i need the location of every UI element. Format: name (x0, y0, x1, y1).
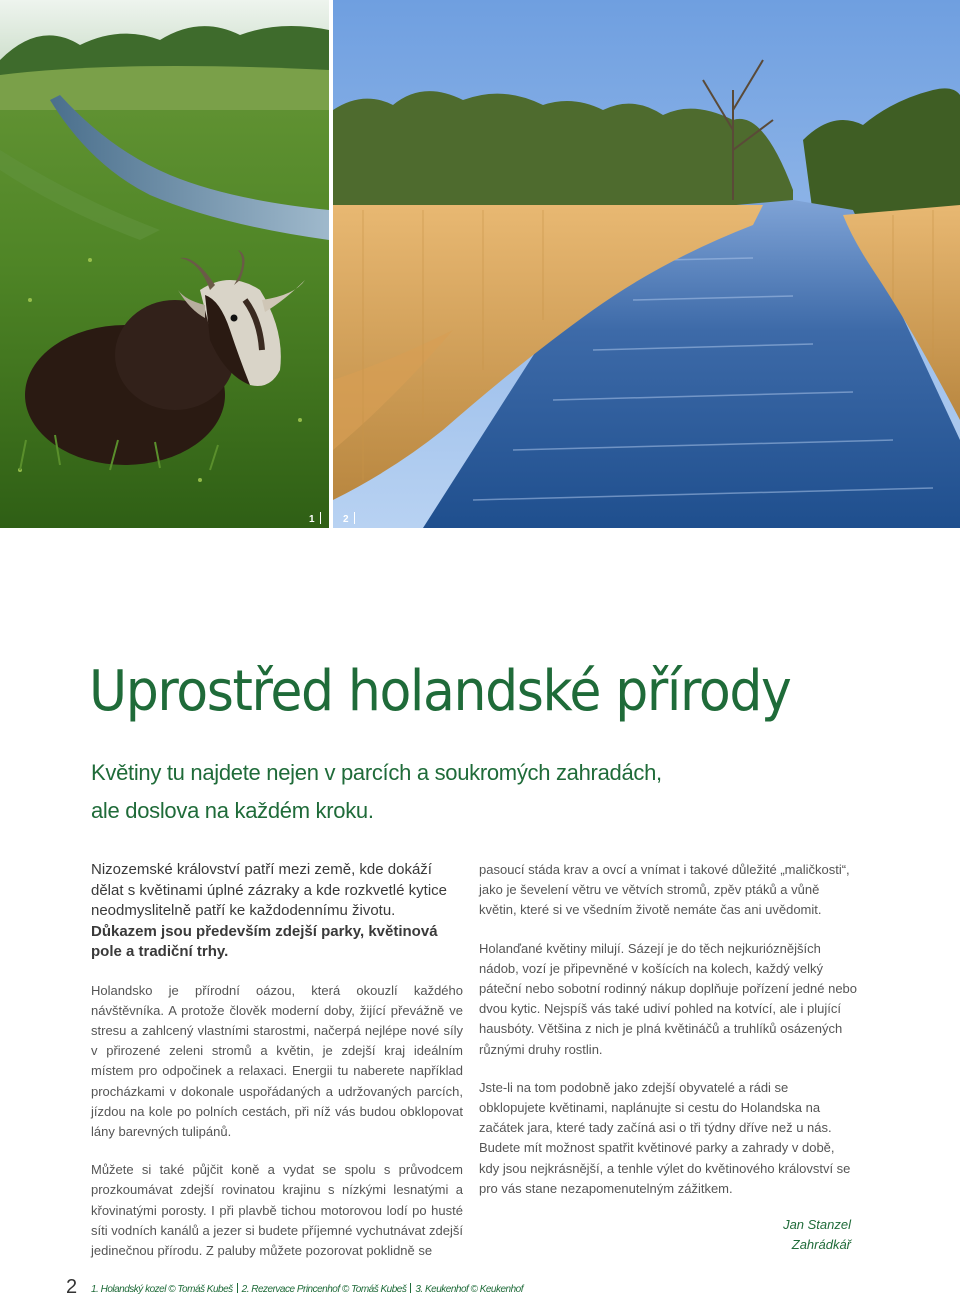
lead-paragraph (91, 860, 463, 963)
lead-text-bold: Důkazem jsou především zdejší parky, květinová pole a tradiční trhy. (91, 922, 438, 960)
body-paragraph-3: pasoucí stáda krav a ovcí a vnímat i takové důležité „maličkosti“, jako je ševelení větru ve větvích stromů, zpěv ptáků a vůně květin, které si ve všedním životě nemáte čas ani uvědomit. (479, 862, 850, 918)
author-name: Jan Stanzel (783, 1217, 851, 1233)
subtitle (91, 754, 791, 830)
credit-1: 1. Holandský kozel © Tomáš Kubeš (91, 1284, 233, 1295)
credit-3: 3. Keukenhof © Keukenhof (415, 1284, 524, 1295)
photo-label-1: 1 (309, 512, 321, 525)
canal-photo (333, 0, 960, 528)
goat-photo-image (0, 0, 329, 528)
body-paragraph-4: Holanďané květiny milují. Sázejí je do těch nejkurióznějších nádob, vozí je připevněné v košících na kolech, každý velký páteční nebo sobotní rodinný nákup doplňuje pořízení jedné nebo dvou kytic. Nejspíš vás také udiví pohled na kotvící, ale i plující hausbóty. Většina z nich je plná květináčů a truhlíků osázených různými druhy rostlin. (479, 940, 858, 1057)
body-paragraph-5: Jste-li na tom podobně jako zdejší obyvatelé a rádi se obklopujete květinami, naplánujte si cestu do Holandska na začátek jara, které tady začíná asi o tři týdny dříve než u nás. Budete mít možnost spatřit květinové parky a zahrady v době, kdy jsou nejkrásnější, a tenhle výlet do květinového království se pro vás stane nezapomenutelným zážitkem. (479, 1079, 851, 1196)
goat-photo (0, 0, 329, 528)
credit-2: 2. Rezervace Princenhof © Tomáš Kubeš (241, 1284, 407, 1295)
credit-separator (237, 1283, 238, 1293)
author-role: Zahrádkář (791, 1237, 851, 1253)
lead-text: Nizozemské království patří mezi země, kde dokáží dělat s květinami úplné zázraky a kde rozkvetlé kytice neodmyslitelně patří ke každodennímu životu. (91, 861, 447, 919)
subtitle-line-1: Květiny tu najdete nejen v parcích a soukromých zahradách, (91, 760, 662, 785)
photo-label-2: 2 (343, 512, 355, 525)
page-title: Uprostřed holandské přírody (89, 659, 791, 724)
signature (479, 1215, 857, 1255)
canal-photo-image (333, 0, 960, 528)
credit-separator (410, 1283, 411, 1293)
body-paragraph-2: Můžete si také půjčit koně a vydat se spolu s průvodcem prozkoumávat zdejší rovinatou krajinu s nízkými lesnatými a křovinatými porosty. I při plavbě tichou motorovou lodí po husté síti vodních kanálů a jezer si budete příjemné vychutnávat zdejší jedinečnou přírodu. Z paluby můžete pozorovat poklidně se (91, 1162, 463, 1258)
body-paragraph-1: Holandsko je přírodní oázou, která okouzlí každého návštěvníka. A protože člověk moderní doby, žijící převážně ve stresu a zahlcený vlastními starostmi, načerpá nejlépe nové síly v přirozené zeleni stromů a květin, je zdejší kraj ideálním místem pro odpočinek a relaxaci. Energii tu naberete například procházkami v dokonale uspořádaných a udržovaných parcích, jízdou na kole po polních cestách, při níž vás budou obklopovat lány barevných tulipánů. (91, 982, 463, 1139)
subtitle-line-2: ale doslova na každém kroku. (91, 798, 374, 823)
right-column (479, 860, 857, 1255)
page-number: 2 (66, 1276, 78, 1298)
photo-credits (91, 1283, 523, 1295)
left-column (91, 860, 463, 1261)
